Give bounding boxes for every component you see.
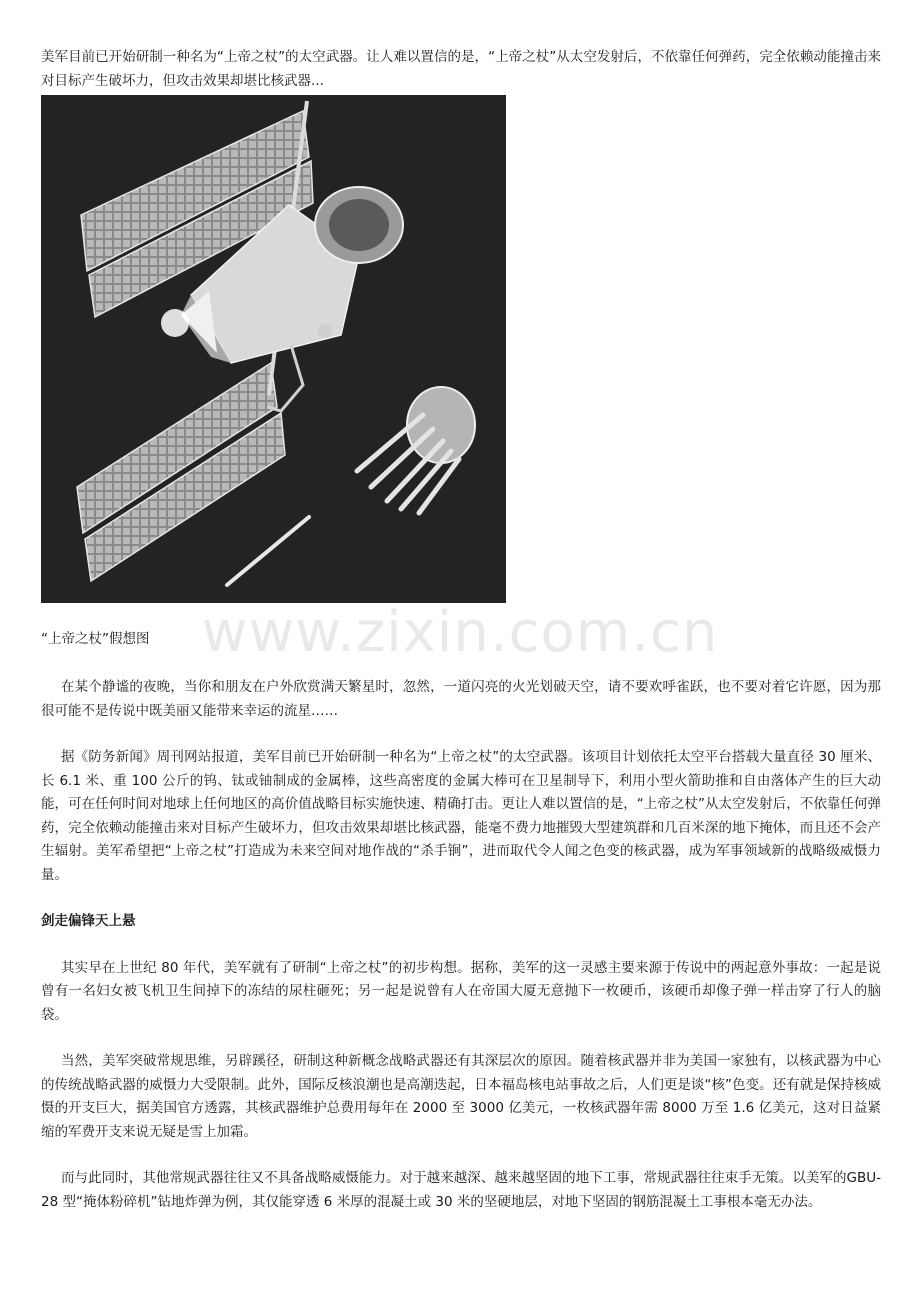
satellite-drawing xyxy=(41,95,506,603)
paragraph: 而与此同时，其他常规武器往往又不具备战略威慑能力。对于越来越深、越来越坚固的地下工事，常规武器往往束手无策。以美军的GBU-28 型“掩体粉碎机”钻地炸弹为例，其仅能穿透 6 米厚的混凝土或 30 米的坚硬地层，对地下坚固的钢筋混凝土工事根本毫无办法。 xyxy=(41,1170,881,1210)
section-heading: 剑走偏锋天上悬 xyxy=(41,913,136,929)
paragraph: 据《防务新闻》周刊网站报道，美军目前已开始研制一种名为“上帝之杖”的太空武器。该项目计划依托太空平台搭载大量直径 30 厘米、长 6.1 米、重 100 公斤的钨、钛或铀制成的金属棒，这些高密度的金属大棒可在卫星制导下，利用小型火箭助推和自由落体产生的巨大动能，可在任何时间对地球上任何地区的高价值战略目标实施快速、精确打击。更让人难以置信的是，“上帝之杖”从太空发射后，不依靠任何弹药，完全依赖动能撞击来对目标产生破坏力，但攻击效果却堪比核武器，能毫不费力地摧毁大型建筑群和几百米深的地下掩体，而且还不会产生辐射。美军希望把“上帝之杖”打造成为未来空间对地作战的“杀手锏”，进而取代令人闻之色变的核武器，成为军事领域新的战略级威慑力量。 xyxy=(41,749,881,883)
paragraph: 在某个静谧的夜晚，当你和朋友在户外欣赏满天繁星时，忽然，一道闪亮的火光划破天空，请不要欢呼雀跃，也不要对着它许愿，因为那很可能不是传说中既美丽又能带来幸运的流星…… xyxy=(41,679,881,719)
paragraph: 其实早在上世纪 80 年代，美军就有了研制“上帝之杖”的初步构想。据称，美军的这一灵感主要来源于传说中的两起意外事故：一起是说曾有一名妇女被飞机卫生间掉下的冻结的尿柱砸死；另一起是说曾有人在帝国大厦无意抛下一枚硬币，该硬币却像子弹一样击穿了行人的脑袋。 xyxy=(41,959,881,1023)
figure-caption: “上帝之杖”假想图 xyxy=(41,631,150,647)
satellite-illustration xyxy=(41,95,506,603)
article xyxy=(41,46,881,1214)
watermark: www.zixin.com.cn xyxy=(201,600,719,665)
intro-paragraph: 美军目前已开始研制一种名为“上帝之杖”的太空武器。让人难以置信的是，“上帝之杖”从太空发射后，不依靠任何弹药，完全依赖动能撞击来对目标产生破坏力，但攻击效果却堪比核武器... xyxy=(41,49,881,89)
paragraph: 当然，美军突破常规思维，另辟蹊径，研制这种新概念战略武器还有其深层次的原因。随着核武器并非为美国一家独有，以核武器为中心的传统战略武器的威慑力大受限制。此外，国际反核浪潮也是高潮迭起，日本福岛核电站事故之后，人们更是谈“核”色变。还有就是保持核威慑的开支巨大，据美国官方透露，其核武器维护总费用每年在 2000 至 3000 亿美元，一枚核武器年需 8000 万至 1.6 亿美元，这对日益紧缩的军费开支来说无疑是雪上加霜。 xyxy=(41,1053,881,1140)
